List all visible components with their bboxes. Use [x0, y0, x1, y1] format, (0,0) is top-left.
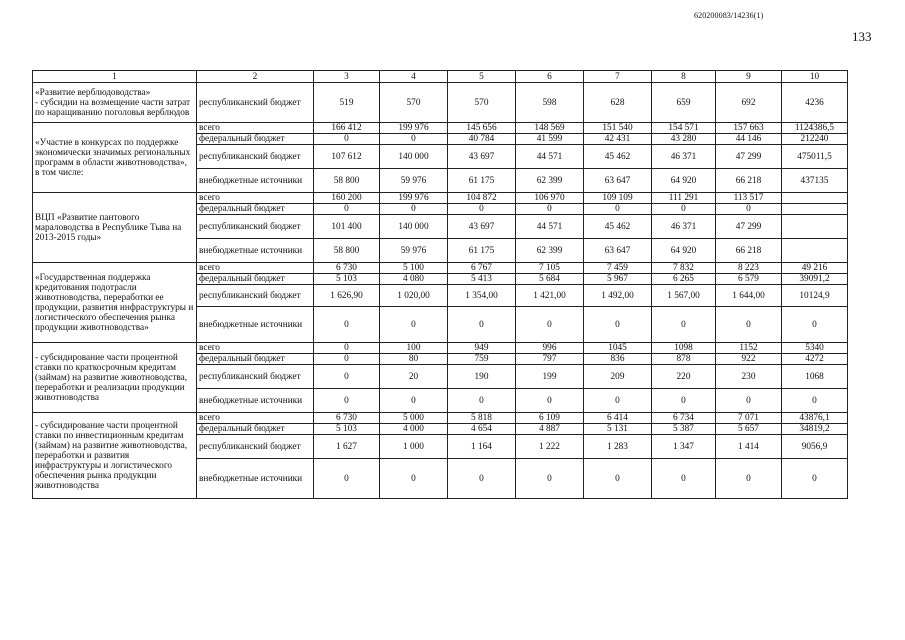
value-cell: 797 — [516, 354, 584, 365]
funding-source: внебюджетные источники — [197, 169, 314, 193]
funding-source: внебюджетные источники — [197, 239, 314, 263]
funding-source: федеральный бюджет — [197, 424, 314, 435]
measure-description: «Развитие верблюдоводства» - субсидии на возмещение части затрат по наращиванию поголовья верблюдов — [33, 83, 197, 123]
value-cell: 39091,2 — [782, 274, 848, 285]
funding-source: федеральный бюджет — [197, 134, 314, 145]
value-cell: 5 131 — [584, 424, 652, 435]
value-cell: 140 000 — [380, 145, 448, 169]
value-cell: 475011,5 — [782, 145, 848, 169]
value-cell: 59 976 — [380, 239, 448, 263]
funding-source: республиканский бюджет — [197, 435, 314, 459]
value-cell: 44 571 — [516, 145, 584, 169]
value-cell: 62 399 — [516, 169, 584, 193]
value-cell: 1 627 — [314, 435, 380, 459]
value-cell: 46 371 — [652, 145, 716, 169]
value-cell: 0 — [448, 389, 516, 413]
value-cell: 160 200 — [314, 193, 380, 204]
value-cell: 5 413 — [448, 274, 516, 285]
value-cell: 1 283 — [584, 435, 652, 459]
table-row — [33, 343, 848, 354]
document-id: 620200083/14236(1) — [694, 11, 764, 20]
value-cell: 0 — [516, 459, 584, 499]
value-cell: 0 — [314, 459, 380, 499]
value-cell: 519 — [314, 83, 380, 123]
value-cell: 4 080 — [380, 274, 448, 285]
column-header: 6 — [516, 71, 584, 83]
value-cell: 0 — [584, 307, 652, 343]
value-cell: 0 — [584, 389, 652, 413]
value-cell: 0 — [448, 307, 516, 343]
column-header: 5 — [448, 71, 516, 83]
value-cell: 63 647 — [584, 239, 652, 263]
measure-description: - субсидирование части процентной ставки по краткосрочным кредитам (займам) на развитие животноводства, переработки и реализации продукции животноводства — [33, 343, 197, 413]
value-cell: 0 — [380, 134, 448, 145]
value-cell: 5 100 — [380, 263, 448, 274]
value-cell: 6 579 — [716, 274, 782, 285]
value-cell: 199 — [516, 365, 584, 389]
value-cell: 7 459 — [584, 263, 652, 274]
value-cell: 209 — [584, 365, 652, 389]
value-cell: 1045 — [584, 343, 652, 354]
funding-source: республиканский бюджет — [197, 285, 314, 307]
measure-description: «Участие в конкурсах по поддержке экономически значимых региональных программ в области животноводства», в том числе: — [33, 123, 197, 193]
table-row — [33, 193, 848, 204]
value-cell: 47 299 — [716, 215, 782, 239]
value-cell: 43876,1 — [782, 413, 848, 424]
value-cell: 58 800 — [314, 169, 380, 193]
value-cell: 64 920 — [652, 169, 716, 193]
value-cell: 5340 — [782, 343, 848, 354]
value-cell: 0 — [314, 307, 380, 343]
value-cell: 145 656 — [448, 123, 516, 134]
value-cell: 0 — [314, 204, 380, 215]
value-cell: 5 103 — [314, 424, 380, 435]
measure-description: ВЦП «Развитие пантового мараловодства в Республике Тыва на 2013-2015 годы» — [33, 193, 197, 263]
column-header: 9 — [716, 71, 782, 83]
value-cell: 1 020,00 — [380, 285, 448, 307]
value-cell: 836 — [584, 354, 652, 365]
value-cell: 6 730 — [314, 413, 380, 424]
column-header: 7 — [584, 71, 652, 83]
value-cell: 0 — [652, 307, 716, 343]
value-cell: 6 730 — [314, 263, 380, 274]
value-cell: 996 — [516, 343, 584, 354]
value-cell: 42 431 — [584, 134, 652, 145]
value-cell: 1 644,00 — [716, 285, 782, 307]
value-cell: 878 — [652, 354, 716, 365]
value-cell: 0 — [314, 134, 380, 145]
funding-source: всего — [197, 343, 314, 354]
value-cell: 199 976 — [380, 123, 448, 134]
value-cell: 166 412 — [314, 123, 380, 134]
value-cell: 0 — [516, 204, 584, 215]
value-cell: 0 — [782, 389, 848, 413]
value-cell: 212240 — [782, 134, 848, 145]
value-cell: 45 462 — [584, 145, 652, 169]
value-cell: 5 387 — [652, 424, 716, 435]
value-cell — [782, 204, 848, 215]
value-cell: 1 421,00 — [516, 285, 584, 307]
value-cell: 0 — [516, 389, 584, 413]
column-header: 3 — [314, 71, 380, 83]
value-cell: 0 — [380, 307, 448, 343]
value-cell: 230 — [716, 365, 782, 389]
value-cell: 154 571 — [652, 123, 716, 134]
value-cell: 151 540 — [584, 123, 652, 134]
value-cell: 43 697 — [448, 215, 516, 239]
funding-source: федеральный бюджет — [197, 274, 314, 285]
table-row — [33, 83, 848, 123]
column-header-row — [33, 71, 848, 83]
value-cell: 0 — [716, 204, 782, 215]
funding-source: республиканский бюджет — [197, 145, 314, 169]
value-cell: 62 399 — [516, 239, 584, 263]
value-cell: 44 571 — [516, 215, 584, 239]
value-cell: 220 — [652, 365, 716, 389]
measure-description: - субсидирование части процентной ставки по инвестиционным кредитам (займам) на развитие животноводства, переработки и развития инфраструктуры и логистического обеспечения рынка продукции животноводства — [33, 413, 197, 499]
funding-source: республиканский бюджет — [197, 215, 314, 239]
column-header: 4 — [380, 71, 448, 83]
value-cell: 5 967 — [584, 274, 652, 285]
value-cell: 0 — [448, 459, 516, 499]
page-number: 133 — [852, 29, 872, 44]
value-cell: 1 414 — [716, 435, 782, 459]
table-row — [33, 413, 848, 424]
value-cell: 659 — [652, 83, 716, 123]
value-cell — [782, 239, 848, 263]
value-cell: 1068 — [782, 365, 848, 389]
funding-source: всего — [197, 193, 314, 204]
value-cell: 61 175 — [448, 169, 516, 193]
value-cell: 8 223 — [716, 263, 782, 274]
value-cell: 0 — [782, 459, 848, 499]
value-cell: 199 976 — [380, 193, 448, 204]
value-cell: 0 — [652, 389, 716, 413]
value-cell: 1098 — [652, 343, 716, 354]
funding-source: внебюджетные источники — [197, 389, 314, 413]
value-cell: 100 — [380, 343, 448, 354]
value-cell: 0 — [380, 459, 448, 499]
value-cell: 0 — [314, 343, 380, 354]
value-cell: 148 569 — [516, 123, 584, 134]
value-cell: 140 000 — [380, 215, 448, 239]
value-cell: 0 — [380, 204, 448, 215]
value-cell: 4236 — [782, 83, 848, 123]
value-cell: 47 299 — [716, 145, 782, 169]
funding-source: федеральный бюджет — [197, 204, 314, 215]
value-cell: 570 — [380, 83, 448, 123]
value-cell: 628 — [584, 83, 652, 123]
value-cell: 4 000 — [380, 424, 448, 435]
value-cell: 34819,2 — [782, 424, 848, 435]
funding-source: федеральный бюджет — [197, 354, 314, 365]
value-cell: 43 697 — [448, 145, 516, 169]
value-cell: 157 663 — [716, 123, 782, 134]
value-cell — [782, 193, 848, 204]
value-cell: 45 462 — [584, 215, 652, 239]
funding-source: республиканский бюджет — [197, 83, 314, 123]
value-cell: 1 354,00 — [448, 285, 516, 307]
value-cell: 66 218 — [716, 169, 782, 193]
value-cell: 570 — [448, 83, 516, 123]
value-cell: 437135 — [782, 169, 848, 193]
value-cell: 43 280 — [652, 134, 716, 145]
funding-source: республиканский бюджет — [197, 365, 314, 389]
value-cell: 5 657 — [716, 424, 782, 435]
value-cell: 4272 — [782, 354, 848, 365]
value-cell: 61 175 — [448, 239, 516, 263]
value-cell: 113 517 — [716, 193, 782, 204]
value-cell: 0 — [716, 307, 782, 343]
value-cell: 0 — [584, 459, 652, 499]
value-cell: 6 109 — [516, 413, 584, 424]
value-cell: 922 — [716, 354, 782, 365]
value-cell — [782, 215, 848, 239]
funding-source: внебюджетные источники — [197, 307, 314, 343]
value-cell: 759 — [448, 354, 516, 365]
column-header: 10 — [782, 71, 848, 83]
funding-source: внебюджетные источники — [197, 459, 314, 499]
value-cell: 104 872 — [448, 193, 516, 204]
value-cell: 106 970 — [516, 193, 584, 204]
value-cell: 7 105 — [516, 263, 584, 274]
value-cell: 949 — [448, 343, 516, 354]
value-cell: 1 492,00 — [584, 285, 652, 307]
value-cell: 80 — [380, 354, 448, 365]
value-cell: 0 — [380, 389, 448, 413]
value-cell: 107 612 — [314, 145, 380, 169]
value-cell: 64 920 — [652, 239, 716, 263]
table-row — [33, 123, 848, 134]
value-cell: 10124,9 — [782, 285, 848, 307]
column-header: 1 — [33, 71, 197, 83]
value-cell: 0 — [782, 307, 848, 343]
value-cell: 1152 — [716, 343, 782, 354]
measure-description: «Государственная поддержка кредитования подотрасли животноводства, переработки ее продукции, развития инфраструктуры и логистического обеспечения рынка продукции животноводства» — [33, 263, 197, 343]
value-cell: 0 — [516, 307, 584, 343]
value-cell: 1124386,5 — [782, 123, 848, 134]
value-cell: 0 — [314, 354, 380, 365]
value-cell: 4 887 — [516, 424, 584, 435]
value-cell: 1 626,90 — [314, 285, 380, 307]
value-cell: 5 684 — [516, 274, 584, 285]
value-cell: 59 976 — [380, 169, 448, 193]
value-cell: 1 567,00 — [652, 285, 716, 307]
funding-table — [32, 70, 848, 499]
value-cell: 58 800 — [314, 239, 380, 263]
value-cell: 6 734 — [652, 413, 716, 424]
table-body — [33, 71, 848, 499]
value-cell: 5 818 — [448, 413, 516, 424]
value-cell: 0 — [716, 389, 782, 413]
value-cell: 44 146 — [716, 134, 782, 145]
value-cell: 6 265 — [652, 274, 716, 285]
value-cell: 49 216 — [782, 263, 848, 274]
value-cell: 7 832 — [652, 263, 716, 274]
value-cell: 1 164 — [448, 435, 516, 459]
value-cell: 41 599 — [516, 134, 584, 145]
value-cell: 5 000 — [380, 413, 448, 424]
value-cell: 0 — [652, 459, 716, 499]
value-cell: 0 — [314, 389, 380, 413]
value-cell: 0 — [314, 365, 380, 389]
funding-source: всего — [197, 123, 314, 134]
column-header: 2 — [197, 71, 314, 83]
value-cell: 63 647 — [584, 169, 652, 193]
value-cell: 20 — [380, 365, 448, 389]
value-cell: 109 109 — [584, 193, 652, 204]
funding-source: всего — [197, 413, 314, 424]
value-cell: 7 071 — [716, 413, 782, 424]
value-cell: 40 784 — [448, 134, 516, 145]
value-cell: 0 — [716, 459, 782, 499]
value-cell: 692 — [716, 83, 782, 123]
value-cell: 5 103 — [314, 274, 380, 285]
value-cell: 46 371 — [652, 215, 716, 239]
value-cell: 4 654 — [448, 424, 516, 435]
value-cell: 0 — [652, 204, 716, 215]
value-cell: 6 767 — [448, 263, 516, 274]
value-cell: 6 414 — [584, 413, 652, 424]
value-cell: 1 000 — [380, 435, 448, 459]
funding-source: всего — [197, 263, 314, 274]
value-cell: 598 — [516, 83, 584, 123]
value-cell: 66 218 — [716, 239, 782, 263]
value-cell: 0 — [448, 204, 516, 215]
value-cell: 101 400 — [314, 215, 380, 239]
value-cell: 0 — [584, 204, 652, 215]
value-cell: 111 291 — [652, 193, 716, 204]
column-header: 8 — [652, 71, 716, 83]
value-cell: 1 347 — [652, 435, 716, 459]
value-cell: 190 — [448, 365, 516, 389]
table-row — [33, 263, 848, 274]
value-cell: 9056,9 — [782, 435, 848, 459]
value-cell: 1 222 — [516, 435, 584, 459]
